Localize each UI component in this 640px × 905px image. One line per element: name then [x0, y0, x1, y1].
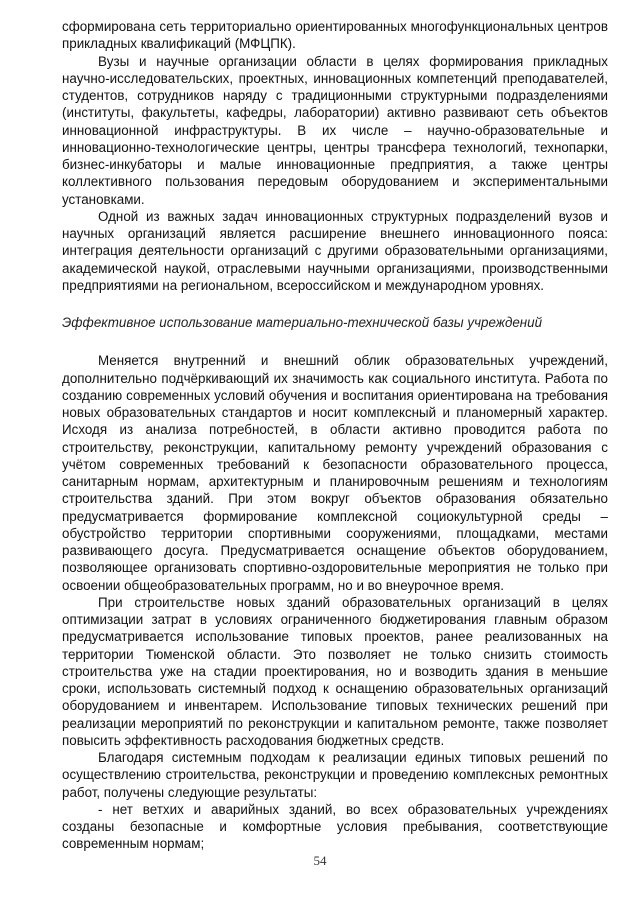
- list-item-result: - нет ветхих и аварийных зданий, во всех образовательных учреждениях созданы безопасные и комфортные условия пребывания, соответствующие современным нормам;: [62, 801, 608, 852]
- page-number: 54: [313, 853, 327, 868]
- section-heading: Эффективное использование материально-технической базы учреждений: [62, 315, 543, 330]
- paragraph-appearance: Меняется внутренний и внешний облик образовательных учреждений, дополнительно подчёркивающий их значимость как социального института. Работа по созданию современных условий обучения и воспитания ориентирована на требования новых образовательных стандартов и носит комплексный и планомерный характер. Исходя из анализа потребностей, в области активно проводится работа по строительству, реконструкции, капитальному ремонту учреждений образования с учётом современных требований к безопасности образовательного процесса, санитарным нормам, архитектурным и планировочным решениям и технологиям строительства зданий. При этом вокруг объектов образования обязательно предусматривается формирование комплексной социокультурной среды – обустройство территории спортивными сооружениями, площадками, местами развивающего досуга. Предусматривается оснащение объектов оборудованием, позволяющее организовать спортивно-оздоровительные мероприятия не только при освоении общеобразовательных программ, но и во внеурочное время.: [62, 353, 608, 593]
- paragraph-innovation-belt: Одной из важных задач инновационных структурных подразделений вузов и научных организаций является расширение внешнего инновационного пояса: интеграция деятельности организаций с другими образовательными организациями, академической наукой, отраслевыми научными организациями, производственными предприятиями на региональном, всероссийском и международном уровнях.: [62, 208, 608, 293]
- paragraph-results-intro: Благодаря системным подходам к реализации единых типовых решений по осуществлению строительства, реконструкции и проведению комплексных ремонтных работ, получены следующие результаты:: [62, 750, 608, 800]
- paragraph-mfcpk: сформирована сеть территориально ориентированных многофункциональных центров прикладных квалификаций (МФЦПК).: [62, 19, 608, 52]
- paragraph-typical-projects: При строительстве новых зданий образовательных организаций в целях оптимизации затрат в условиях ограниченного бюджетирования главным образом предусматривается использование типовых проектов, ранее реализованных на территории Тюменской области. Это позволяет не только снизить стоимость строительства уже на стадии проектирования, но и возводить здания в меньшие сроки, использовать системный подход к оснащению образовательных организаций оборудованием и инвентарем. Использование типовых технических решений при реализации мероприятий по реконструкции и капитальном ремонте, также позволяет повысить эффективность расходования бюджетных средств.: [62, 594, 608, 748]
- document-page: [62, 18, 608, 853]
- paragraph-innovation-infrastructure: Вузы и научные организации области в целях формирования прикладных научно-исследовательских, проектных, инновационных компетенций преподавателей, студентов, сотрудников наряду с традиционными структурными подразделениями (институты, факультеты, кафедры, лаборатории) активно развивают сеть объектов инновационной инфраструктуры. В их числе – научно-образовательные и инновационно-технологические центры, центры трансфера технологий, технопарки, бизнес-инкубаторы и малые инновационные предприятия, а также центры коллективного пользования передовым оборудованием и экспериментальными установками.: [62, 53, 608, 207]
